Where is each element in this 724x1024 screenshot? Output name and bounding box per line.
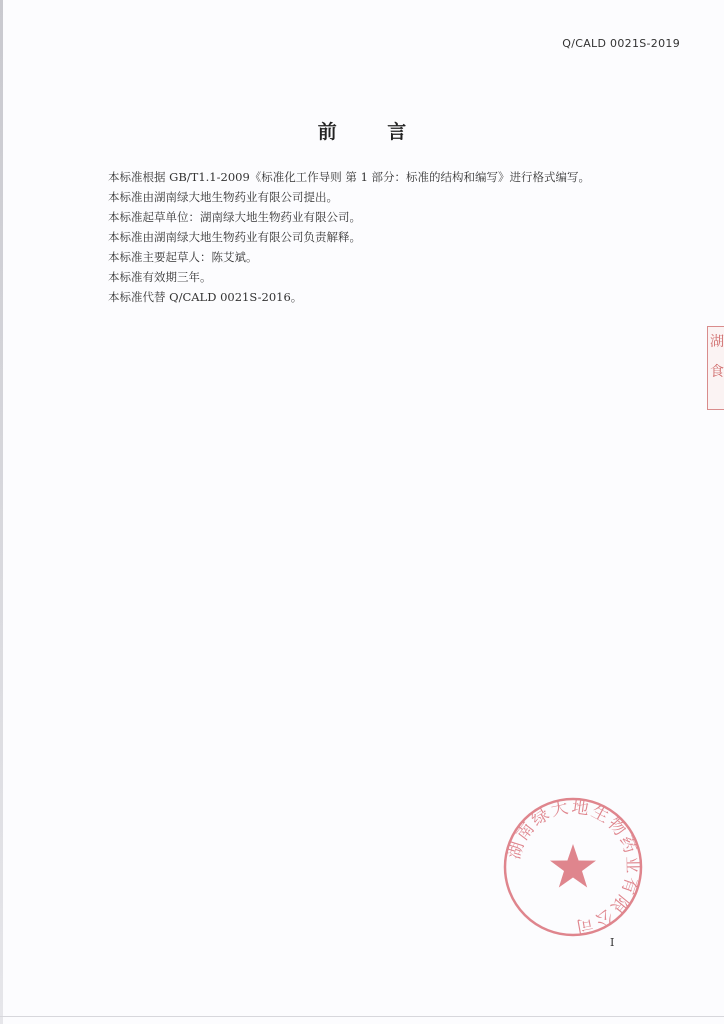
paragraph: 本标准起草单位：湖南绿大地生物药业有限公司。 xyxy=(108,210,361,224)
paragraph: 本标准根据 GB/T1.1-2009《标准化工作导则 第 1 部分：标准的结构和编写》进行格式编写。 xyxy=(108,170,591,184)
seal-star-icon xyxy=(550,844,596,888)
stamp-fragment-char: 食 xyxy=(710,364,724,380)
company-seal xyxy=(498,792,648,942)
page-number: I xyxy=(610,936,615,949)
stamp-fragment-char: 湖 xyxy=(710,334,724,350)
standard-code: Q/CALD 0021S-2019 xyxy=(562,37,680,50)
seal-text: 湖南绿大地生物药业有限公司 xyxy=(504,797,643,937)
page-title: 前 言 xyxy=(317,121,429,143)
paragraph: 本标准由湖南绿大地生物药业有限公司负责解释。 xyxy=(108,230,361,244)
paragraph: 本标准由湖南绿大地生物药业有限公司提出。 xyxy=(108,190,338,204)
preface-body xyxy=(108,167,628,307)
paragraph: 本标准代替 Q/CALD 0021S-2016。 xyxy=(108,290,303,304)
paragraph: 本标准有效期三年。 xyxy=(108,270,212,284)
adjacent-page-stamp-fragment xyxy=(707,326,724,410)
page-edge-divider xyxy=(0,1016,724,1017)
paragraph: 本标准主要起草人：陈艾斌。 xyxy=(108,250,258,264)
